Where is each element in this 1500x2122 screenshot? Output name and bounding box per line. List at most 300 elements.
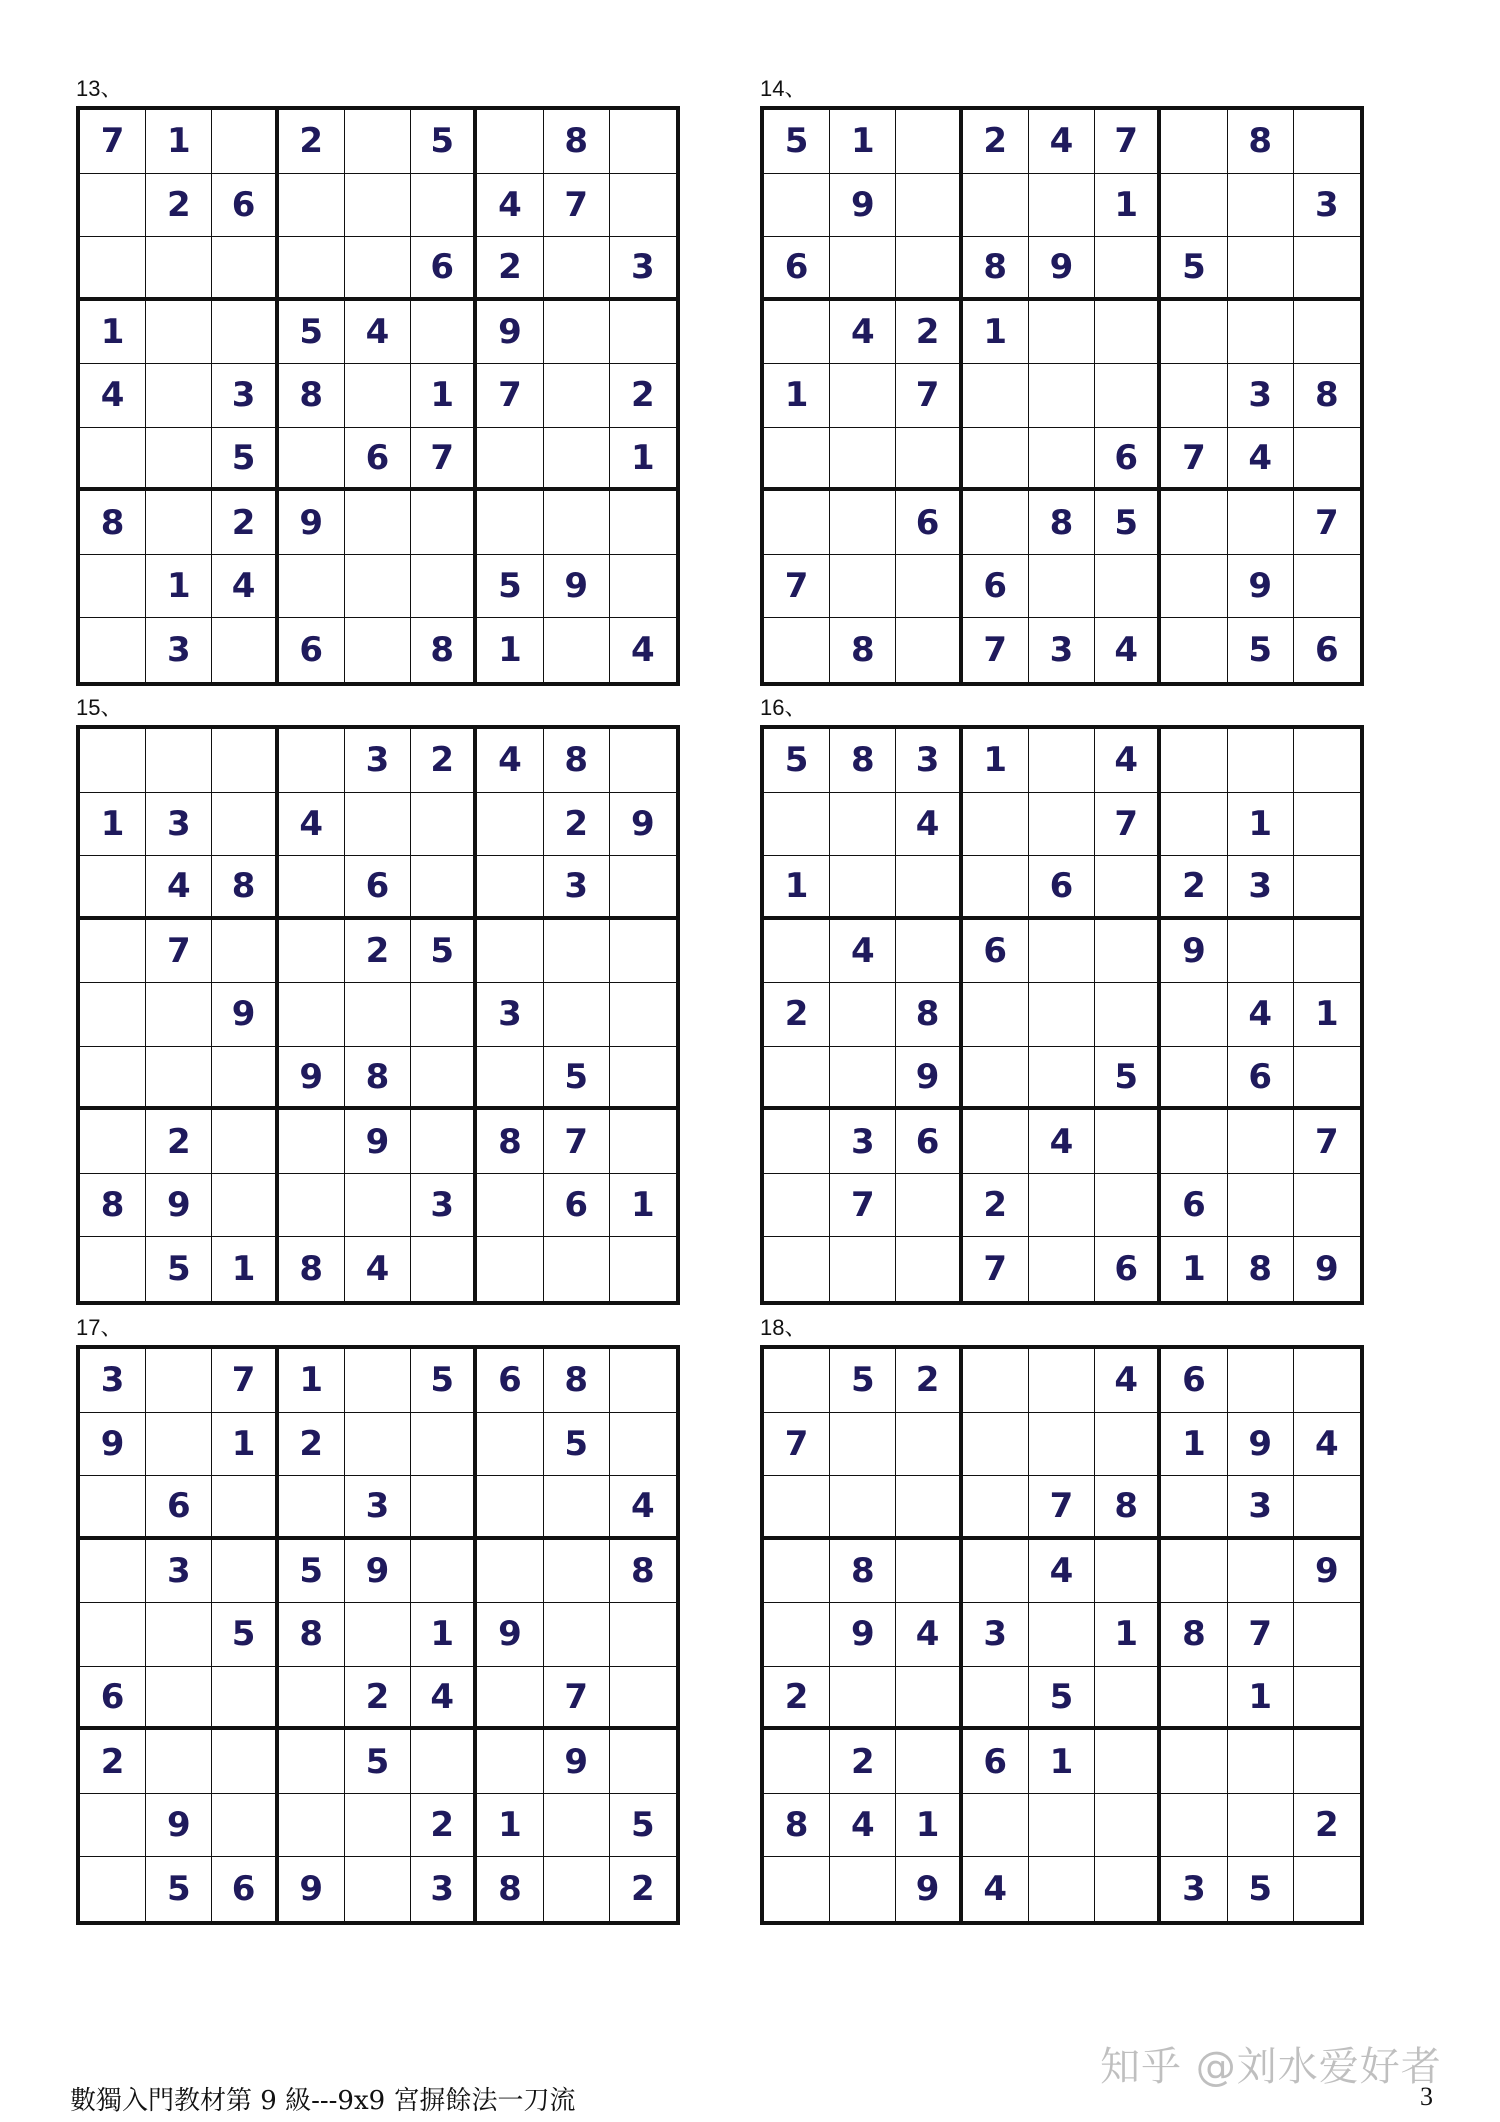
sudoku-cell [477,1237,543,1301]
sudoku-cell: 1 [279,1349,345,1413]
sudoku-cell [830,856,896,920]
sudoku-cell: 5 [544,1413,610,1477]
sudoku-cell [411,1730,477,1794]
sudoku-cell: 3 [1161,1857,1227,1921]
sudoku-cell [80,618,146,682]
sudoku-cell: 9 [1161,920,1227,984]
sudoku-cell [1294,793,1360,857]
sudoku-grid [76,725,680,1305]
sudoku-cell: 4 [1228,428,1294,492]
sudoku-cell: 9 [345,1110,411,1174]
sudoku-cell [1294,1047,1360,1111]
sudoku-cell [477,1047,543,1111]
sudoku-cell [212,793,278,857]
sudoku-cell: 3 [146,793,212,857]
sudoku-cell [544,618,610,682]
sudoku-grid [760,106,1364,686]
sudoku-cell [1095,364,1161,428]
sudoku-cell: 6 [764,237,830,301]
sudoku-cell [146,364,212,428]
sudoku-cell: 3 [146,618,212,682]
sudoku-cell: 5 [345,1730,411,1794]
sudoku-cell: 3 [1228,1476,1294,1540]
sudoku-cell: 3 [477,983,543,1047]
sudoku-cell: 9 [830,174,896,238]
sudoku-cell [896,110,962,174]
sudoku-cell: 4 [477,174,543,238]
sudoku-cell: 8 [830,618,896,682]
sudoku-cell [1161,491,1227,555]
sudoku-cell [1228,920,1294,984]
sudoku-cell [345,174,411,238]
sudoku-cell [963,983,1029,1047]
sudoku-cell [896,1476,962,1540]
sudoku-cell [830,1667,896,1731]
sudoku-cell: 3 [830,1110,896,1174]
sudoku-cell: 7 [544,1110,610,1174]
sudoku-cell: 1 [830,110,896,174]
sudoku-cell: 1 [764,856,830,920]
sudoku-cell [1161,1794,1227,1858]
sudoku-cell [80,1794,146,1858]
sudoku-cell [830,237,896,301]
sudoku-cell [610,1047,676,1111]
sudoku-cell [80,1047,146,1111]
sudoku-cell: 9 [279,1047,345,1111]
sudoku-cell [1161,174,1227,238]
sudoku-cell [1228,174,1294,238]
sudoku-cell [764,1047,830,1111]
sudoku-cell [411,174,477,238]
sudoku-cell: 7 [544,1667,610,1731]
sudoku-cell [80,1857,146,1921]
sudoku-cell [896,428,962,492]
puzzle-13 [76,76,680,686]
sudoku-cell [477,1730,543,1794]
sudoku-cell: 7 [1294,1110,1360,1174]
sudoku-cell: 5 [1161,237,1227,301]
watermark: 知乎 @刘水爱好者 [1100,2044,1442,2090]
sudoku-cell [477,793,543,857]
sudoku-cell: 4 [477,729,543,793]
sudoku-cell: 3 [345,729,411,793]
sudoku-cell [896,555,962,619]
sudoku-cell: 1 [477,618,543,682]
sudoku-cell: 7 [1228,1603,1294,1667]
sudoku-cell: 9 [544,555,610,619]
sudoku-cell: 4 [1095,1349,1161,1413]
sudoku-cell [477,428,543,492]
sudoku-cell [345,1174,411,1238]
sudoku-cell: 1 [1095,174,1161,238]
sudoku-cell: 5 [212,1603,278,1667]
sudoku-cell [544,428,610,492]
sudoku-cell: 1 [1095,1603,1161,1667]
sudoku-cell: 4 [212,555,278,619]
sudoku-cell [610,110,676,174]
sudoku-cell: 5 [1095,491,1161,555]
sudoku-cell [146,983,212,1047]
sudoku-cell [544,1857,610,1921]
sudoku-cell [1029,364,1095,428]
sudoku-cell [1095,920,1161,984]
sudoku-cell [830,1237,896,1301]
sudoku-cell: 8 [279,364,345,428]
sudoku-cell: 9 [1029,237,1095,301]
puzzle-label: 15、 [76,695,123,720]
sudoku-cell [146,237,212,301]
sudoku-cell: 2 [764,1667,830,1731]
sudoku-cell: 2 [477,237,543,301]
puzzle-label: 14、 [760,76,807,101]
sudoku-cell [477,856,543,920]
sudoku-cell [279,1667,345,1731]
sudoku-cell: 8 [610,1540,676,1604]
sudoku-cell [1228,1110,1294,1174]
sudoku-cell: 3 [1029,618,1095,682]
puzzle-label: 16、 [760,695,807,720]
puzzle-label: 17、 [76,1315,123,1340]
sudoku-cell [1161,1476,1227,1540]
sudoku-cell [896,174,962,238]
sudoku-cell [544,983,610,1047]
sudoku-grid [760,1345,1364,1925]
sudoku-cell [1095,1110,1161,1174]
sudoku-cell [830,793,896,857]
sudoku-cell [345,237,411,301]
sudoku-cell [544,364,610,428]
sudoku-cell: 9 [896,1857,962,1921]
sudoku-cell [830,555,896,619]
sudoku-cell [411,1237,477,1301]
sudoku-cell [610,983,676,1047]
sudoku-cell: 3 [963,1603,1029,1667]
sudoku-cell: 1 [146,555,212,619]
sudoku-cell [411,1047,477,1111]
sudoku-cell [411,555,477,619]
sudoku-cell [411,1110,477,1174]
sudoku-cell: 2 [1161,856,1227,920]
sudoku-cell [279,856,345,920]
sudoku-cell [345,1349,411,1413]
sudoku-cell: 4 [345,1237,411,1301]
sudoku-cell [1095,1857,1161,1921]
sudoku-cell [1294,428,1360,492]
sudoku-cell: 5 [1228,1857,1294,1921]
sudoku-cell [146,1349,212,1413]
puzzle-label: 18、 [760,1315,807,1340]
sudoku-cell: 3 [896,729,962,793]
sudoku-cell [1161,1047,1227,1111]
sudoku-cell: 9 [1228,555,1294,619]
sudoku-cell: 1 [212,1413,278,1477]
sudoku-cell: 7 [896,364,962,428]
sudoku-cell: 7 [411,428,477,492]
sudoku-cell: 5 [1095,1047,1161,1111]
sudoku-cell [610,920,676,984]
sudoku-cell [1029,793,1095,857]
sudoku-cell: 5 [411,1349,477,1413]
sudoku-cell [896,1540,962,1604]
sudoku-cell [896,1730,962,1794]
sudoku-cell [610,1413,676,1477]
sudoku-cell [830,428,896,492]
sudoku-cell [279,1174,345,1238]
sudoku-cell: 3 [1228,856,1294,920]
sudoku-cell [1029,1603,1095,1667]
sudoku-cell: 8 [279,1237,345,1301]
sudoku-cell: 3 [610,237,676,301]
sudoku-cell [544,301,610,365]
sudoku-cell: 4 [1294,1413,1360,1477]
sudoku-cell: 1 [80,301,146,365]
sudoku-cell [146,428,212,492]
sudoku-cell: 1 [146,110,212,174]
sudoku-cell: 7 [80,110,146,174]
sudoku-cell [146,1667,212,1731]
sudoku-cell: 6 [1161,1349,1227,1413]
sudoku-cell [477,1667,543,1731]
sudoku-cell: 4 [411,1667,477,1731]
sudoku-cell [830,1413,896,1477]
sudoku-cell [963,1413,1029,1477]
sudoku-cell [477,1174,543,1238]
sudoku-cell [1095,1540,1161,1604]
sudoku-cell [1095,1667,1161,1731]
sudoku-cell: 2 [146,1110,212,1174]
sudoku-cell [1228,1730,1294,1794]
sudoku-cell [80,237,146,301]
sudoku-cell: 9 [279,1857,345,1921]
sudoku-cell: 8 [896,983,962,1047]
sudoku-cell [212,920,278,984]
sudoku-cell: 6 [279,618,345,682]
sudoku-cell [345,110,411,174]
sudoku-cell: 3 [146,1540,212,1604]
sudoku-cell: 8 [1294,364,1360,428]
sudoku-cell: 7 [212,1349,278,1413]
sudoku-cell: 2 [345,920,411,984]
sudoku-cell [1029,1349,1095,1413]
sudoku-cell [212,1540,278,1604]
sudoku-cell [610,555,676,619]
sudoku-cell [1095,856,1161,920]
sudoku-cell: 1 [610,1174,676,1238]
sudoku-cell: 1 [411,1603,477,1667]
sudoku-cell [764,301,830,365]
sudoku-cell [212,618,278,682]
sudoku-cell [477,1476,543,1540]
sudoku-cell [764,491,830,555]
sudoku-cell [212,237,278,301]
puzzle-18 [760,1315,1364,1925]
sudoku-cell: 2 [544,793,610,857]
sudoku-cell: 8 [544,110,610,174]
sudoku-cell: 8 [212,856,278,920]
sudoku-cell [345,364,411,428]
sudoku-cell: 1 [212,1237,278,1301]
sudoku-cell: 3 [1294,174,1360,238]
sudoku-cell [80,983,146,1047]
sudoku-cell [544,1476,610,1540]
sudoku-cell: 3 [345,1476,411,1540]
sudoku-cell [146,729,212,793]
sudoku-cell [80,555,146,619]
sudoku-cell [279,428,345,492]
sudoku-cell [477,110,543,174]
sudoku-cell [146,491,212,555]
sudoku-cell: 6 [1095,428,1161,492]
sudoku-cell: 1 [896,1794,962,1858]
sudoku-cell: 8 [411,618,477,682]
sudoku-cell: 8 [830,1540,896,1604]
sudoku-cell [411,1476,477,1540]
sudoku-cell [1294,555,1360,619]
sudoku-cell [80,729,146,793]
sudoku-cell: 2 [963,1174,1029,1238]
sudoku-cell [1228,729,1294,793]
sudoku-cell: 4 [80,364,146,428]
sudoku-cell: 6 [544,1174,610,1238]
sudoku-cell [963,1794,1029,1858]
sudoku-cell: 7 [1095,793,1161,857]
sudoku-cell [212,1476,278,1540]
sudoku-cell [963,1667,1029,1731]
sudoku-cell [764,1603,830,1667]
sudoku-cell: 6 [212,174,278,238]
sudoku-cell: 9 [279,491,345,555]
sudoku-cell [610,1349,676,1413]
sudoku-cell [764,1730,830,1794]
sudoku-cell: 7 [830,1174,896,1238]
sudoku-cell: 1 [610,428,676,492]
sudoku-cell [411,793,477,857]
sudoku-cell: 5 [212,428,278,492]
sudoku-cell [1294,1730,1360,1794]
sudoku-cell [896,1174,962,1238]
sudoku-cell: 4 [610,1476,676,1540]
sudoku-cell [1161,1730,1227,1794]
sudoku-cell: 4 [1029,1540,1095,1604]
sudoku-cell [411,1413,477,1477]
sudoku-cell [80,1237,146,1301]
sudoku-cell [279,1730,345,1794]
sudoku-cell [279,1794,345,1858]
sudoku-cell [477,920,543,984]
sudoku-cell: 5 [1228,618,1294,682]
sudoku-cell [610,1237,676,1301]
sudoku-cell [80,1476,146,1540]
sudoku-cell [212,1730,278,1794]
sudoku-cell: 4 [896,793,962,857]
sudoku-cell [1161,1540,1227,1604]
sudoku-cell [610,1603,676,1667]
sudoku-cell: 2 [631,1869,655,1910]
sudoku-cell: 3 [212,364,278,428]
sudoku-cell: 8 [544,1349,610,1413]
sudoku-cell [963,1047,1029,1111]
sudoku-cell: 6 [345,856,411,920]
sudoku-cell [477,491,543,555]
sudoku-cell [411,301,477,365]
sudoku-cell: 9 [345,1540,411,1604]
sudoku-cell: 8 [1161,1603,1227,1667]
sudoku-cell [279,983,345,1047]
sudoku-cell [1161,793,1227,857]
sudoku-cell: 9 [1228,1413,1294,1477]
sudoku-cell: 2 [279,110,345,174]
sudoku-cell: 8 [477,1857,543,1921]
sudoku-cell [477,1413,543,1477]
sudoku-cell: 6 [1095,1237,1161,1301]
sudoku-cell: 9 [610,793,676,857]
sudoku-cell: 6 [146,1476,212,1540]
sudoku-cell [963,364,1029,428]
sudoku-cell [212,1047,278,1111]
sudoku-cell: 6 [1029,856,1095,920]
sudoku-cell [1161,1110,1227,1174]
sudoku-cell [1095,555,1161,619]
sudoku-cell [764,1540,830,1604]
sudoku-cell [345,1603,411,1667]
sudoku-cell: 7 [1294,491,1360,555]
sudoku-cell [1228,1540,1294,1604]
sudoku-cell: 1 [411,364,477,428]
sudoku-cell: 4 [963,1857,1029,1921]
sudoku-cell [963,1349,1029,1413]
sudoku-cell: 5 [279,301,345,365]
sudoku-cell [764,920,830,984]
sudoku-cell [830,491,896,555]
sudoku-cell [764,1476,830,1540]
sudoku-cell [1029,1047,1095,1111]
sudoku-grid [760,725,1364,1305]
sudoku-cell: 1 [1228,1667,1294,1731]
sudoku-cell: 9 [896,1047,962,1111]
sudoku-cell [610,1667,676,1731]
sudoku-cell: 2 [896,301,962,365]
sudoku-grid [76,1345,680,1925]
sudoku-cell [212,1667,278,1731]
sudoku-cell [544,237,610,301]
sudoku-cell [1095,1413,1161,1477]
sudoku-cell: 4 [1095,729,1161,793]
sudoku-cell [1294,856,1360,920]
sudoku-cell [963,174,1029,238]
sudoku-cell [764,793,830,857]
sudoku-cell [212,110,278,174]
sudoku-cell [963,1540,1029,1604]
sudoku-cell: 6 [411,237,477,301]
sudoku-cell [411,983,477,1047]
sudoku-cell: 6 [963,920,1029,984]
sudoku-cell: 8 [1095,1476,1161,1540]
sudoku-cell [1294,729,1360,793]
sudoku-cell [146,301,212,365]
sudoku-cell: 7 [1029,1476,1095,1540]
sudoku-cell [1095,237,1161,301]
sudoku-grid [76,106,680,686]
sudoku-cell [279,729,345,793]
sudoku-cell: 8 [963,237,1029,301]
sudoku-cell [610,1110,676,1174]
sudoku-cell [80,856,146,920]
sudoku-cell [146,1603,212,1667]
sudoku-cell [610,491,676,555]
sudoku-cell [896,1413,962,1477]
sudoku-cell: 1 [1294,983,1360,1047]
sudoku-cell: 5 [764,110,830,174]
